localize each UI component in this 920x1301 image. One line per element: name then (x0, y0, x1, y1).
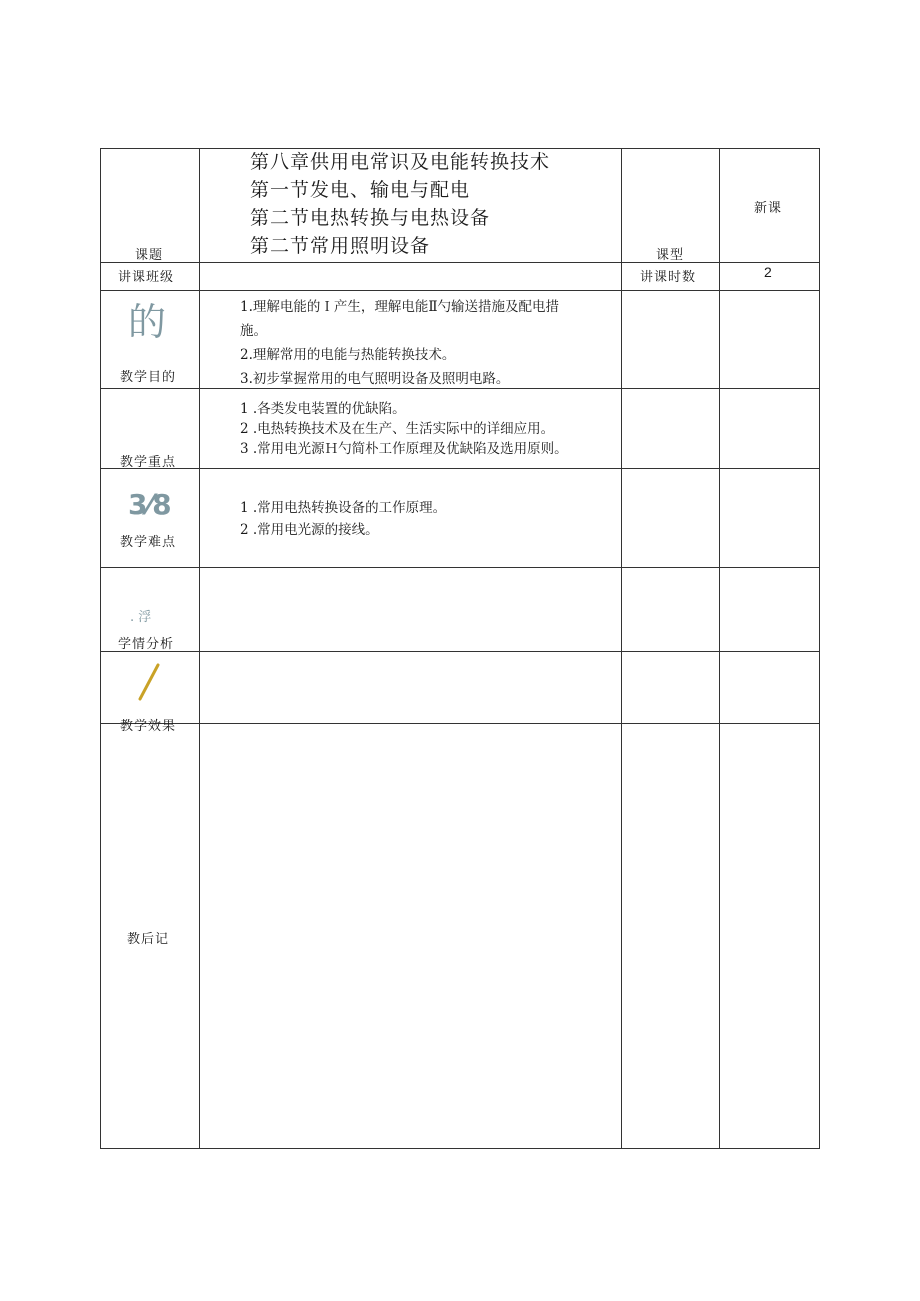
column-divider (199, 148, 200, 1149)
objective-item: 3.初步掌握常用的电气照明设备及照明电路。 (240, 371, 510, 387)
objectives-mark: 的 (128, 300, 167, 344)
objective-item: 施。 (240, 323, 267, 339)
type-label: 课型 (656, 248, 685, 263)
topic-line: 第一节发电、输电与配电 (250, 179, 471, 201)
row-divider (100, 567, 820, 568)
topic-label: 课题 (135, 248, 164, 263)
difficulties-mark: 3⁄8 (128, 488, 172, 521)
row-divider (100, 651, 820, 652)
row-divider (100, 468, 820, 469)
analysis-mark: . 浮 (130, 610, 152, 625)
effect-label: 教学效果 (120, 719, 177, 734)
key-point-item: 2 .电热转换技术及在生产、生活实际中的详细应用。 (240, 421, 555, 437)
table-border-left (100, 148, 101, 1149)
objective-item: 1.理解电能的Ｉ产生，理解电能Ⅱ勺输送措施及配电措 (240, 299, 560, 315)
table-border-bottom (100, 1148, 820, 1149)
difficulties-label: 教学难点 (120, 535, 177, 550)
table-border-top (100, 148, 820, 149)
row-divider (100, 723, 820, 724)
row-divider (100, 290, 820, 291)
key-points-label: 教学重点 (120, 455, 177, 470)
key-point-item: 3 .常用电光源Ｈ勺简朴工作原理及优缺陷及选用原则。 (240, 441, 568, 457)
objective-item: 2.理解常用的电能与热能转换技术。 (240, 347, 456, 363)
notes-label: 教后记 (127, 932, 170, 947)
analysis-label: 学情分析 (118, 637, 175, 652)
key-point-item: 1 .各类发电装置的优缺陷。 (240, 401, 406, 417)
difficulty-item: 2 .常用电光源的接线。 (240, 522, 379, 538)
hours-value: 2 (764, 264, 773, 280)
topic-line: 第二节常用照明设备 (250, 235, 431, 257)
table-border-right (819, 148, 820, 1149)
topic-line: 第八章供用电常识及电能转换技术 (250, 151, 551, 173)
effect-label-clip (110, 705, 190, 734)
class-label: 讲课班级 (118, 270, 175, 285)
hours-label: 讲课时数 (640, 270, 697, 285)
type-value: 新课 (754, 201, 783, 216)
difficulty-item: 1 .常用电热转换设备的工作原理。 (240, 500, 447, 516)
column-divider (621, 148, 622, 1149)
objectives-label: 教学目的 (120, 370, 177, 385)
topic-line: 第二节电热转换与电热设备 (250, 207, 491, 229)
slash-mark-icon (136, 662, 162, 702)
row-divider (100, 262, 820, 263)
column-divider (719, 148, 720, 1149)
